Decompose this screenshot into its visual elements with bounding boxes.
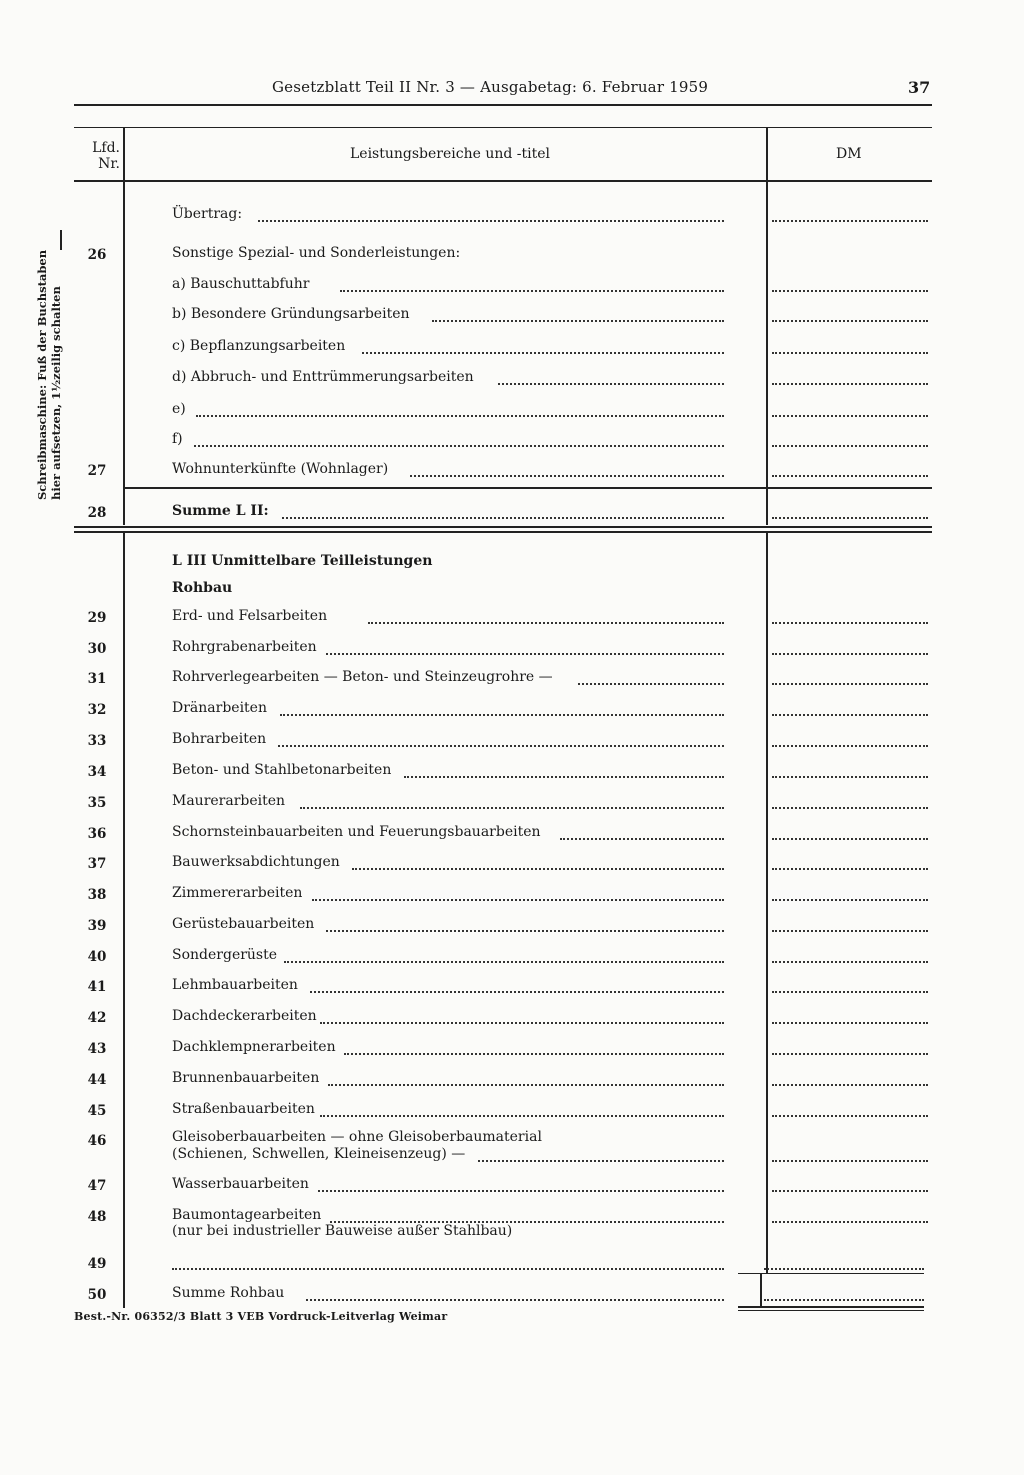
col-divider-2b — [766, 533, 768, 1273]
section-double-rule-2 — [74, 531, 932, 533]
leader-dots — [330, 1207, 724, 1223]
row-label-line2: (nur bei industrieller Bauweise außer Stahlbau) — [172, 1223, 513, 1239]
dm-field[interactable] — [772, 1070, 928, 1086]
dm-field[interactable] — [772, 854, 928, 870]
row-label: Beton- und Stahlbetonarbeiten — [172, 762, 392, 778]
section-subheading: Rohbau — [172, 580, 233, 596]
row-label: Lehmbauarbeiten — [172, 977, 298, 993]
leader-dots — [310, 977, 724, 993]
row-number: 32 — [87, 702, 107, 718]
dm-field[interactable] — [764, 1254, 924, 1270]
row-rule — [124, 487, 932, 489]
col-head-number-line2: Nr. — [98, 156, 120, 172]
dm-field[interactable] — [772, 206, 928, 222]
row-number: 38 — [87, 887, 107, 903]
row-label: Maurerarbeiten — [172, 793, 286, 809]
row-number: 27 — [87, 463, 107, 479]
page-number: 37 — [908, 78, 931, 97]
leader-dots — [328, 1070, 724, 1086]
dm-field[interactable] — [772, 1008, 928, 1024]
row-number: 30 — [87, 641, 107, 657]
leader-dots — [340, 276, 724, 292]
leader-dots — [312, 885, 724, 901]
dm-field[interactable] — [764, 1285, 924, 1301]
col-divider-2 — [766, 127, 768, 525]
row-number: 35 — [87, 795, 107, 811]
leader-dots — [352, 854, 724, 870]
row-number: 39 — [87, 918, 107, 934]
leader-dots — [410, 461, 724, 477]
section-heading: L III Unmittelbare Teilleistungen — [172, 553, 433, 569]
row-number: 34 — [87, 764, 107, 780]
row-label: Rohrverlegearbeiten — Beton- und Steinzeugrohre — — [172, 669, 553, 685]
leader-dots — [326, 639, 724, 655]
leader-dots — [560, 824, 724, 840]
row-label: Erd- und Felsarbeiten — [172, 608, 328, 624]
row-number: 40 — [87, 949, 107, 965]
row-number: 45 — [87, 1103, 107, 1119]
row-label: Wohnunterkünfte (Wohnlager) — [172, 461, 389, 477]
row-label: Schornsteinbauarbeiten und Feuerungsbauarbeiten — [172, 824, 541, 840]
row-label: Bohrarbeiten — [172, 731, 267, 747]
leader-dots — [306, 1285, 724, 1301]
dm-field[interactable] — [772, 885, 928, 901]
dm-field[interactable] — [772, 1176, 928, 1192]
dm-field[interactable] — [772, 793, 928, 809]
table-head-rule — [74, 180, 932, 182]
leader-dots — [300, 793, 724, 809]
col-divider-2c — [760, 1273, 762, 1308]
dm-field[interactable] — [772, 461, 928, 477]
side-note-line2: hier aufsetzen, 1½zeilig schalten — [49, 286, 63, 500]
dm-field[interactable] — [772, 369, 928, 385]
final-double-rule-2 — [738, 1310, 924, 1311]
leader-dots — [368, 608, 724, 624]
leader-dots — [344, 1039, 724, 1055]
leader-dots — [194, 431, 724, 447]
dm-field[interactable] — [772, 401, 928, 417]
row-label: Bauwerksabdichtungen — [172, 854, 340, 870]
row-number: 42 — [87, 1010, 107, 1026]
row-number: 37 — [87, 856, 107, 872]
leader-dots — [432, 306, 724, 322]
row-number: 49 — [87, 1256, 107, 1272]
row-label: Straßenbauarbeiten — [172, 1101, 315, 1117]
col-divider-1 — [123, 127, 125, 525]
leader-dots — [320, 1101, 724, 1117]
row-number: 48 — [87, 1209, 107, 1225]
dm-field[interactable] — [772, 762, 928, 778]
sum-rule — [738, 1273, 924, 1274]
dm-field[interactable] — [772, 276, 928, 292]
row-label: Gerüstebauarbeiten — [172, 916, 315, 932]
dm-field[interactable] — [772, 503, 928, 519]
leader-dots — [498, 369, 724, 385]
dm-field[interactable] — [772, 1039, 928, 1055]
row-number: 41 — [87, 979, 107, 995]
col-head-dm: DM — [836, 146, 862, 162]
row-label: b) Besondere Gründungsarbeiten — [172, 306, 410, 322]
leader-dots — [318, 1176, 724, 1192]
dm-field[interactable] — [772, 700, 928, 716]
row-number: 33 — [87, 733, 107, 749]
leader-dots — [284, 947, 724, 963]
leader-dots — [320, 1008, 724, 1024]
row-label: c) Bepflanzungsarbeiten — [172, 338, 346, 354]
table-top-rule — [74, 127, 932, 128]
dm-field[interactable] — [772, 669, 928, 685]
row-number: 44 — [87, 1072, 107, 1088]
row-label: Zimmererarbeiten — [172, 885, 303, 901]
row-label: Wasserbauarbeiten — [172, 1176, 309, 1192]
row-label: Brunnenbauarbeiten — [172, 1070, 320, 1086]
side-note-marker — [60, 230, 62, 250]
row-label: Summe Rohbau — [172, 1285, 285, 1301]
row-number: 28 — [87, 505, 107, 521]
page-header: Gesetzblatt Teil II Nr. 3 — Ausgabetag: 6. Februar 1959 — [272, 78, 709, 96]
col-divider-1b — [123, 533, 125, 1308]
row-label: a) Bauschuttabfuhr — [172, 276, 310, 292]
row-label: Übertrag: — [172, 206, 243, 222]
dm-field[interactable] — [772, 1101, 928, 1117]
header-rule — [74, 104, 932, 106]
dm-field[interactable] — [772, 947, 928, 963]
row-label: f) — [172, 431, 183, 447]
dm-field[interactable] — [772, 306, 928, 322]
leader-dots — [478, 1146, 724, 1162]
section-double-rule-1 — [74, 526, 932, 528]
row-label: Sonstige Spezial- und Sonderleistungen: — [172, 245, 461, 261]
row-number: 43 — [87, 1041, 107, 1057]
leader-dots — [280, 700, 724, 716]
leader-dots — [282, 503, 724, 519]
leader-dots — [258, 206, 724, 222]
dm-field[interactable] — [772, 639, 928, 655]
row-number: 47 — [87, 1178, 107, 1194]
dm-field[interactable] — [772, 1146, 928, 1162]
dm-field[interactable] — [772, 338, 928, 354]
dm-field[interactable] — [772, 977, 928, 993]
side-note — [35, 220, 63, 500]
row-label: d) Abbruch- und Enttrümmerungsarbeiten — [172, 369, 474, 385]
dm-field[interactable] — [772, 431, 928, 447]
row-label: Baumontagearbeiten — [172, 1207, 322, 1223]
side-note-line1: Schreibmaschine: Fuß der Buchstaben — [35, 249, 49, 500]
dm-field[interactable] — [772, 608, 928, 624]
row-number: 29 — [87, 610, 107, 626]
row-label: e) — [172, 401, 186, 417]
dm-field[interactable] — [772, 916, 928, 932]
leader-dots — [578, 669, 724, 685]
row-label: Dachdeckerarbeiten — [172, 1008, 317, 1024]
row-label: Dachklempnerarbeiten — [172, 1039, 336, 1055]
final-double-rule-1 — [738, 1306, 924, 1308]
row-number: 26 — [87, 247, 107, 263]
col-head-title: Leistungsbereiche und -titel — [350, 146, 551, 162]
leader-dots — [326, 916, 724, 932]
leader-dots — [172, 1254, 724, 1270]
row-number: 31 — [87, 671, 107, 687]
row-number: 36 — [87, 826, 107, 842]
row-label: Rohrgrabenarbeiten — [172, 639, 317, 655]
row-label: Gleisoberbauarbeiten — ohne Gleisoberbaumaterial — [172, 1129, 542, 1145]
leader-dots — [196, 401, 724, 417]
col-head-number-line1: Lfd. — [92, 140, 120, 156]
row-label: Dränarbeiten — [172, 700, 267, 716]
leader-dots — [278, 731, 724, 747]
dm-field[interactable] — [772, 1207, 928, 1223]
footer-imprint: Best.-Nr. 06352/3 Blatt 3 VEB Vordruck-Leitverlag Weimar — [74, 1310, 448, 1323]
row-label: Sondergerüste — [172, 947, 278, 963]
dm-field[interactable] — [772, 824, 928, 840]
row-label: Summe L II: — [172, 503, 269, 519]
dm-field[interactable] — [772, 731, 928, 747]
leader-dots — [362, 338, 724, 354]
row-number: 50 — [87, 1287, 107, 1303]
row-number: 46 — [87, 1133, 107, 1149]
col-head-number — [76, 140, 120, 172]
row-label-line2: (Schienen, Schwellen, Kleineisenzeug) — — [172, 1146, 466, 1162]
leader-dots — [404, 762, 724, 778]
